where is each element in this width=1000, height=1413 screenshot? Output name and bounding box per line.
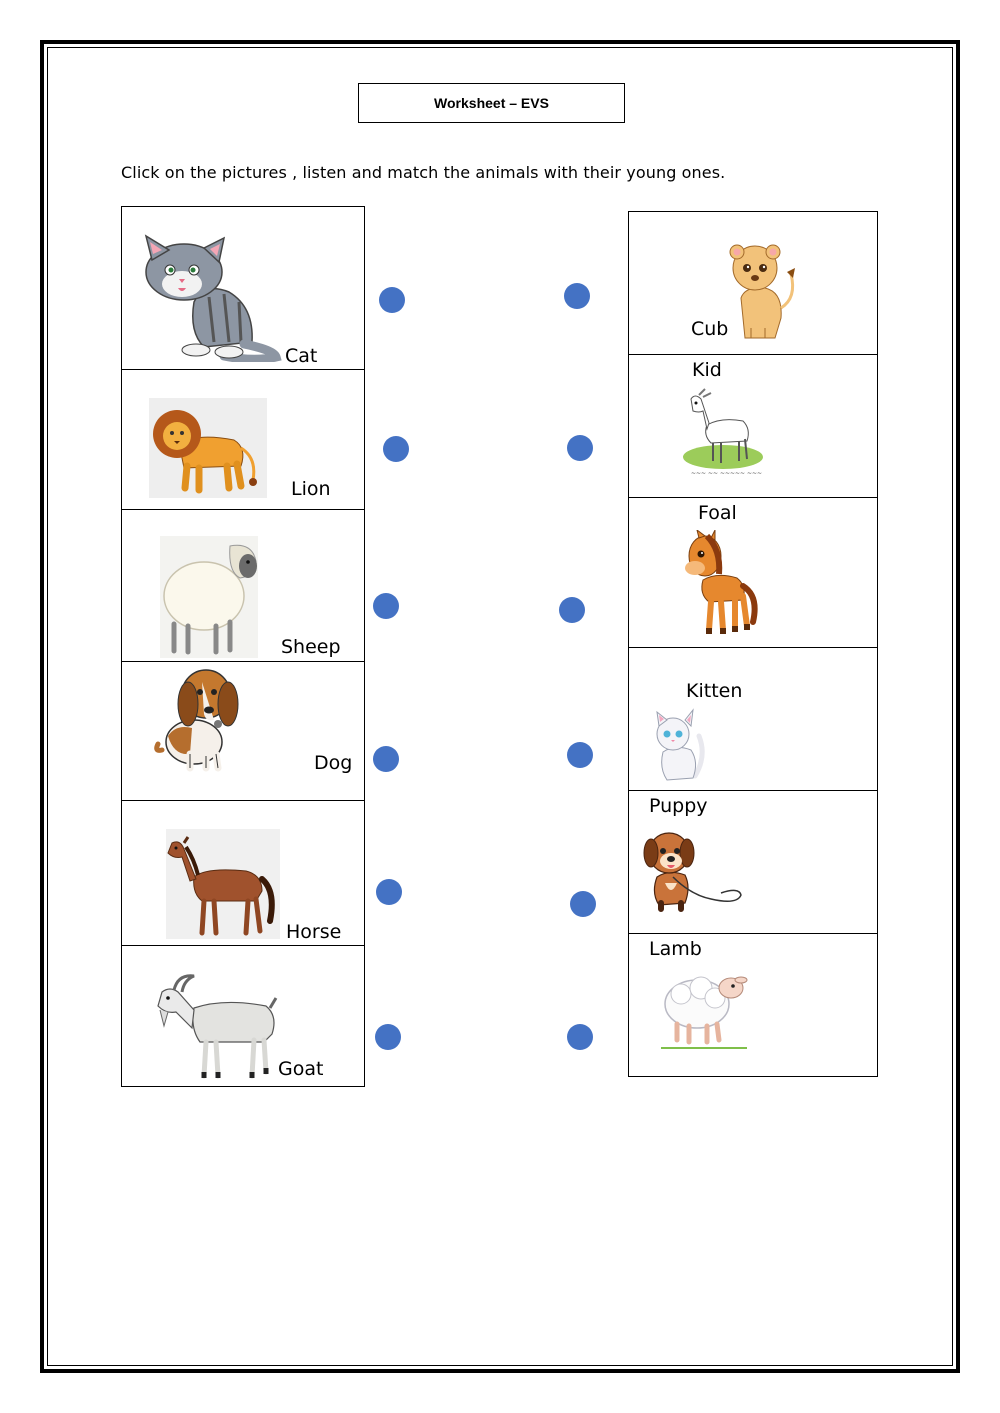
match-dot-left-goat[interactable]	[375, 1024, 401, 1050]
match-dot-left-cat[interactable]	[379, 287, 405, 313]
horse-icon[interactable]	[166, 829, 280, 939]
match-dot-left-horse[interactable]	[376, 879, 402, 905]
lion-cub-icon[interactable]	[725, 238, 801, 342]
young-card-lamb[interactable]	[628, 933, 878, 1077]
adult-label-lion: Lion	[291, 478, 331, 500]
match-dot-left-dog[interactable]	[373, 746, 399, 772]
goat-kid-icon[interactable]	[681, 385, 765, 479]
sheep-icon[interactable]	[160, 536, 258, 658]
match-dot-right-cub[interactable]	[564, 283, 590, 309]
adult-label-sheep: Sheep	[281, 636, 341, 658]
young-label-lamb: Lamb	[649, 938, 702, 960]
adult-card-dog[interactable]	[121, 661, 365, 802]
young-card-foal[interactable]	[628, 497, 878, 649]
dog-icon[interactable]	[154, 664, 252, 772]
young-label-kid: Kid	[692, 359, 722, 381]
cat-icon[interactable]	[134, 232, 284, 362]
young-label-foal: Foal	[698, 502, 737, 524]
match-dot-right-puppy[interactable]	[570, 891, 596, 917]
adult-card-cat[interactable]	[121, 206, 365, 370]
worksheet-title-text: Worksheet – EVS	[434, 95, 549, 111]
young-label-cub: Cub	[691, 318, 729, 340]
young-card-cub[interactable]	[628, 211, 878, 356]
instructions: Click on the pictures , listen and match the animals with their young ones.	[121, 163, 726, 182]
match-dot-left-lion[interactable]	[383, 436, 409, 462]
match-dot-left-sheep[interactable]	[373, 593, 399, 619]
kitten-icon[interactable]	[649, 706, 709, 784]
adult-card-sheep[interactable]	[121, 509, 365, 662]
adult-label-horse: Horse	[286, 921, 342, 943]
young-card-puppy[interactable]	[628, 790, 878, 935]
adult-card-goat[interactable]	[121, 945, 365, 1087]
match-dot-right-kitten[interactable]	[567, 742, 593, 768]
lion-icon[interactable]	[149, 398, 267, 498]
svg-text:~~~ ~~ ~~~~~ ~~~: ~~~ ~~ ~~~~~ ~~~	[691, 470, 763, 477]
young-label-puppy: Puppy	[649, 795, 708, 817]
adult-card-horse[interactable]	[121, 800, 365, 947]
match-dot-right-lamb[interactable]	[567, 1024, 593, 1050]
young-label-kitten: Kitten	[686, 680, 743, 702]
goat-icon[interactable]	[154, 972, 282, 1082]
puppy-icon[interactable]	[641, 827, 745, 913]
foal-icon[interactable]	[681, 530, 761, 636]
lamb-icon[interactable]	[657, 964, 751, 1052]
adult-label-cat: Cat	[285, 345, 318, 367]
adult-card-lion[interactable]	[121, 369, 365, 511]
worksheet-title	[358, 83, 625, 123]
young-card-kid[interactable]	[628, 354, 878, 499]
match-dot-right-kid[interactable]	[567, 435, 593, 461]
young-card-kitten[interactable]	[628, 647, 878, 792]
adult-label-dog: Dog	[314, 752, 353, 774]
match-dot-right-foal[interactable]	[559, 597, 585, 623]
adult-label-goat: Goat	[278, 1058, 324, 1080]
